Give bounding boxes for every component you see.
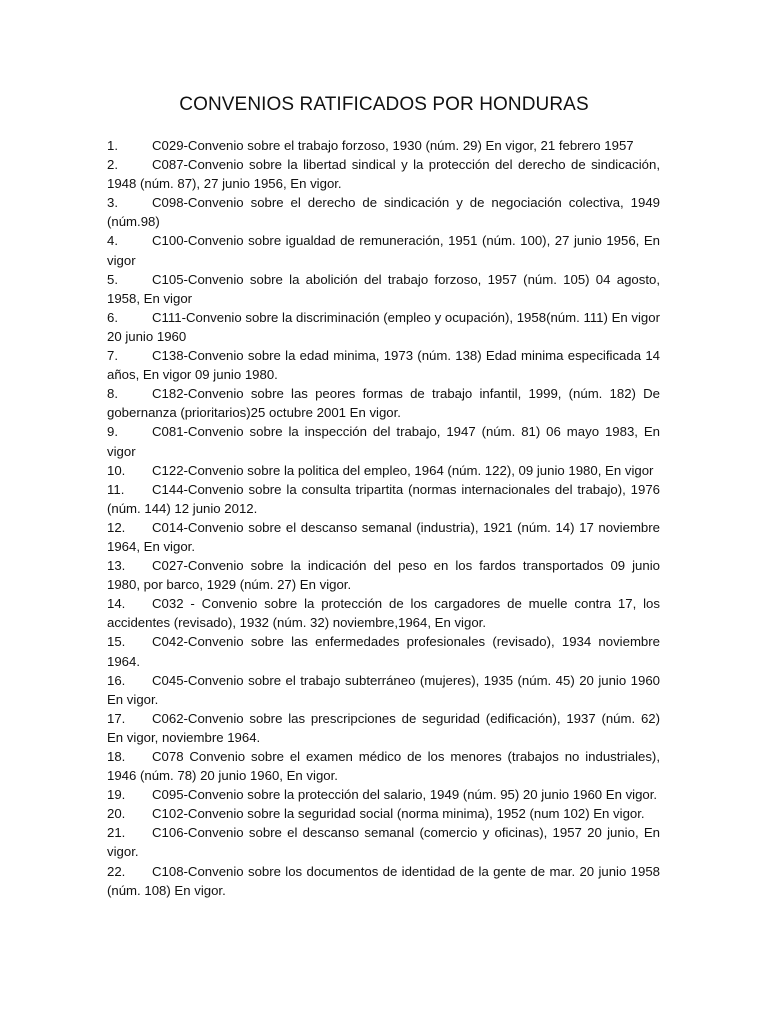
list-item	[107, 747, 660, 785]
item-text: C100-Convenio sobre igualdad de remuneración, 1951 (núm. 100), 27 junio 1956, En vigor	[107, 233, 660, 268]
item-number: 15.	[107, 634, 126, 650]
convention-list	[107, 136, 660, 900]
list-item	[107, 804, 660, 823]
item-text: C138-Convenio sobre la edad minima, 1973 (núm. 138) Edad minima especificada 14 años, En vigor 09 junio 1980.	[107, 348, 660, 383]
item-text: C111-Convenio sobre la discriminación (empleo y ocupación), 1958(núm. 111) En vigor 20 junio 1960	[107, 309, 660, 344]
list-item	[107, 671, 660, 709]
item-text: C106-Convenio sobre el descanso semanal (comercio y oficinas), 1957 20 junio, En vigor.	[107, 825, 660, 860]
item-number: 3.	[107, 195, 118, 211]
list-item	[107, 518, 660, 556]
list-item	[107, 632, 660, 670]
list-item	[107, 346, 660, 384]
item-text: C144-Convenio sobre la consulta tripartita (normas internacionales del trabajo), 1976 (núm. 144) 12 junio 2012.	[107, 481, 660, 516]
item-number: 13.	[107, 558, 126, 574]
list-item	[107, 422, 660, 460]
item-number: 7.	[107, 348, 118, 364]
item-number: 6.	[107, 309, 118, 325]
item-number: 10.	[107, 462, 126, 478]
item-text: C095-Convenio sobre la protección del salario, 1949 (núm. 95) 20 junio 1960 En vigor.	[152, 787, 658, 803]
item-number: 21.	[107, 825, 126, 841]
list-item	[107, 480, 660, 518]
item-number: 20.	[107, 806, 126, 822]
item-text: C045-Convenio sobre el trabajo subterráneo (mujeres), 1935 (núm. 45) 20 junio 1960 En vigor.	[107, 672, 660, 707]
item-number: 11.	[107, 481, 125, 497]
item-text: C032 - Convenio sobre la protección de los cargadores de muelle contra 17, los accidentes (revisado), 1932 (núm. 32) noviembre,1964, En vigor.	[107, 596, 660, 631]
item-number: 8.	[107, 386, 118, 402]
item-text: C108-Convenio sobre los documentos de identidad de la gente de mar. 20 junio 1958 (núm. 108) En vigor.	[107, 863, 660, 898]
list-item	[107, 823, 660, 861]
list-item	[107, 862, 660, 900]
list-item	[107, 461, 660, 480]
item-text: C105-Convenio sobre la abolición del trabajo forzoso, 1957 (núm. 105) 04 agosto, 1958, En vigor	[107, 271, 660, 306]
item-text: C081-Convenio sobre la inspección del trabajo, 1947 (núm. 81) 06 mayo 1983, En vigor	[107, 424, 660, 459]
item-number: 16.	[107, 672, 126, 688]
item-number: 9.	[107, 424, 118, 440]
page-title: CONVENIOS RATIFICADOS POR HONDURAS	[179, 94, 589, 115]
list-item	[107, 231, 660, 269]
item-number: 4.	[107, 233, 118, 249]
item-text: C078 Convenio sobre el examen médico de los menores (trabajos no industriales), 1946 (núm. 78) 20 junio 1960, En vigor.	[107, 749, 660, 784]
list-item	[107, 594, 660, 632]
list-item	[107, 270, 660, 308]
list-item	[107, 709, 660, 747]
list-item	[107, 155, 660, 193]
item-number: 12.	[107, 519, 126, 535]
item-number: 2.	[107, 157, 118, 173]
list-item	[107, 785, 660, 804]
item-number: 14.	[107, 596, 126, 612]
item-text: C122-Convenio sobre la politica del empleo, 1964 (núm. 122), 09 junio 1980, En vigor	[152, 462, 654, 478]
list-item	[107, 136, 660, 155]
item-text: C087-Convenio sobre la libertad sindical y la protección del derecho de sindicación, 1948 (núm. 87), 27 junio 1956, En vigor.	[107, 157, 660, 192]
item-number: 17.	[107, 710, 126, 726]
item-text: C102-Convenio sobre la seguridad social (norma minima), 1952 (num 102) En vigor.	[152, 806, 645, 822]
item-number: 1.	[107, 138, 118, 153]
item-number: 19.	[107, 787, 126, 803]
item-text: C098-Convenio sobre el derecho de sindicación y de negociación colectiva, 1949 (núm.98)	[107, 195, 660, 230]
item-text: C042-Convenio sobre las enfermedades profesionales (revisado), 1934 noviembre 1964.	[107, 634, 660, 669]
list-item	[107, 556, 660, 594]
list-item	[107, 193, 660, 231]
item-text: C062-Convenio sobre las prescripciones de seguridad (edificación), 1937 (núm. 62) En vigor, noviembre 1964.	[107, 710, 660, 745]
item-number: 5.	[107, 271, 118, 287]
item-text: C014-Convenio sobre el descanso semanal (industria), 1921 (núm. 14) 17 noviembre 1964, En vigor.	[107, 519, 660, 554]
item-text: C027-Convenio sobre la indicación del peso en los fardos transportados 09 junio 1980, por barco, 1929 (núm. 27) En vigor.	[107, 558, 660, 593]
item-number: 18.	[107, 749, 126, 764]
list-item	[107, 308, 660, 346]
list-item	[107, 384, 660, 422]
item-text: C029-Convenio sobre el trabajo forzoso, 1930 (núm. 29) En vigor, 21 febrero 1957	[152, 138, 634, 153]
item-number: 22.	[107, 863, 126, 879]
item-text: C182-Convenio sobre las peores formas de trabajo infantil, 1999, (núm. 182) De gobernanza (prioritarios)25 octubre 2001 En vigor.	[107, 386, 660, 421]
